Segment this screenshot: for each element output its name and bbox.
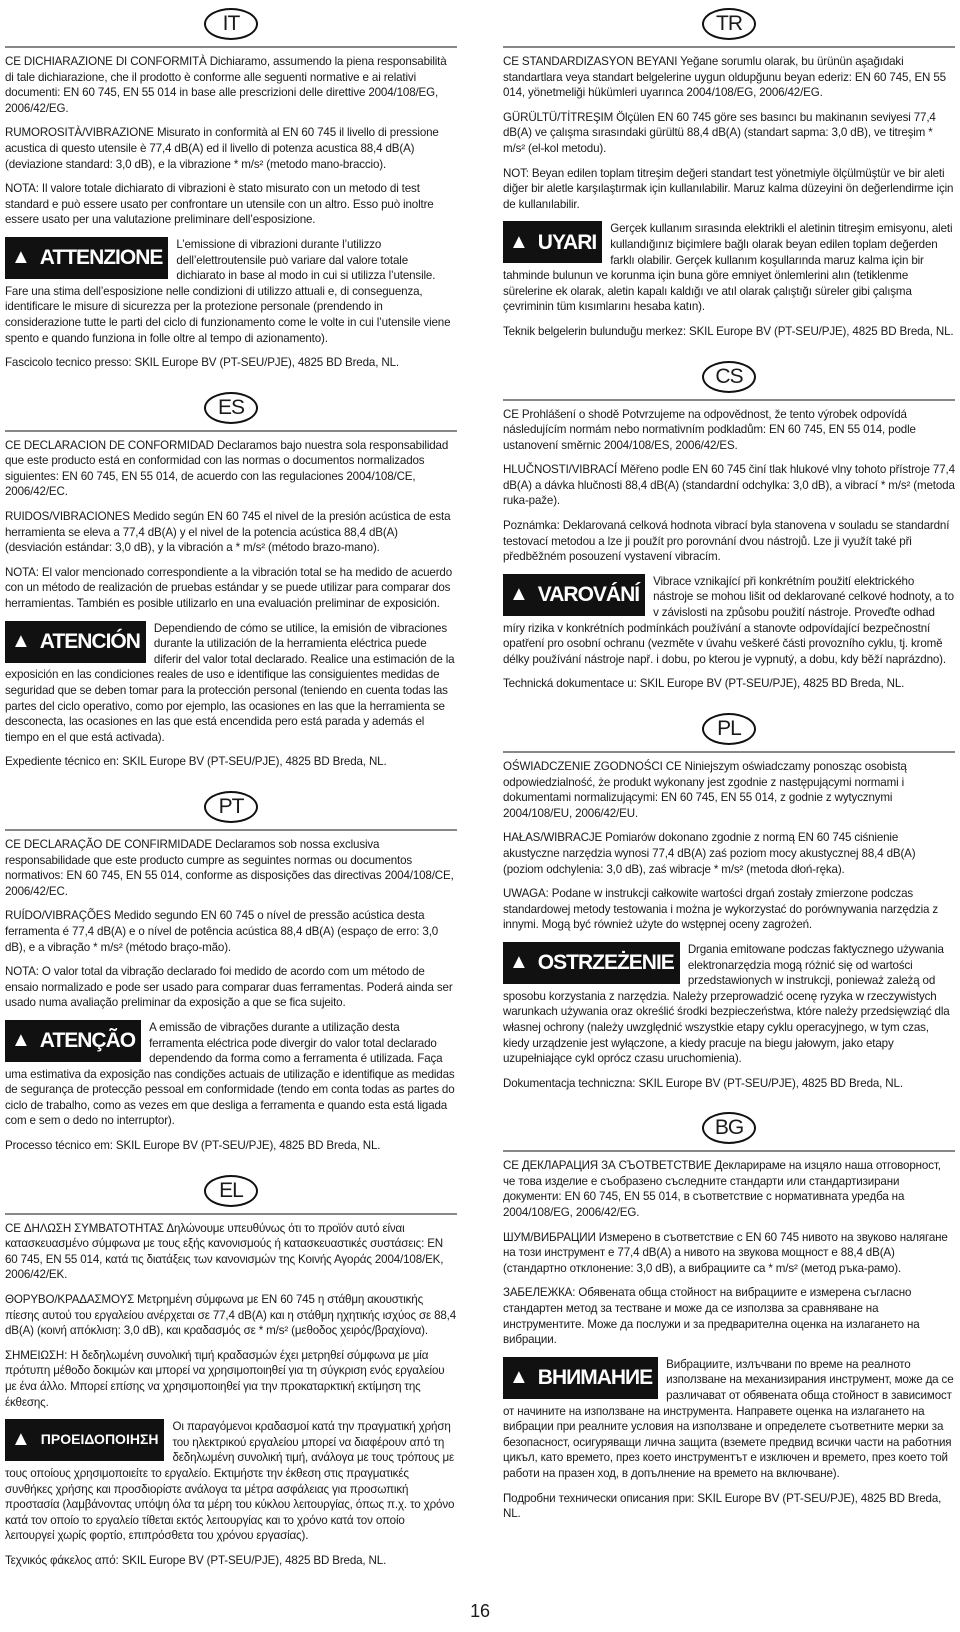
warning-label: VAROVÁNÍ: [537, 583, 640, 607]
warning-triangle-icon: ▲: [509, 1366, 528, 1389]
warning-box: [503, 942, 680, 984]
section-pt: [5, 791, 457, 1163]
noise-vibration-text: RUIDOS/VIBRACIONES Medido según EN 60 745 el nivel de la presión acústica de esta herramienta se eleva a 77,4 dB(A) y el nivel de la potencia acústica 88,4 dB(A) (desviación estándar: 3,0 dB), y la vibración a * m/s² (método brazo-mano).: [5, 510, 451, 555]
declaration-text: CE DICHIARAZIONE DI CONFORMITÀ Dichiaramo, assumendo la piena responsabilità di tale dichiarazione, che il prodotto è conforme alle seguenti normative e ai relativi documenti: EN 60 745, EN 55 014 in base alle prescrizioni delle direttive 2004/108/EG, 2006/42/EG.: [5, 55, 447, 115]
technical-file-text: Technická dokumentace u: SKIL Europe BV (PT-SEU/PJE), 4825 BD Breda, NL.: [503, 677, 905, 691]
warning-box: [5, 621, 146, 663]
warning-box: [503, 574, 645, 616]
section-es: [5, 392, 457, 779]
warning-box: [503, 1357, 658, 1399]
warning-text: Οι παραγόμενοι κραδασμοί κατά την πραγματική χρήση του ηλεκτρικού εργαλείου μπορεί να διαφέρουν από τη δεδηλωμένη συνολική τιμή, ανάλογα με τους τρόπους με τους οποίους χρησιμοποιείτε το εργαλείο. Εκτιμήστε την έκθεση στις πραγματικές συνθήκες χρήσης και προσδιορίστε ανάλογα τα μέτρα ασφάλειας για προσωπική προστασία (λαμβάνοντας υπόψη όλα τα μέρη του κύκλου λειτουργίας, όπως π.χ. το χρόνο κατά τον οποίο το εργαλείο τίθεται εκτός λειτουργίας και το χρόνο κατά τον οποίο λειτουργεί χωρίς φορτίο, επιπρόσθετα του χρόνου εργασίας).: [5, 1420, 455, 1543]
warning-text: A emissão de vibrações durante a utilização desta ferramenta eléctrica pode divergir do valor total declarado dependendo da forma como a ferramenta é utilizada. Faça uma estimativa da exposição nas condições actuais de utilização e identifique as medidas de segurança de protecção pessoal em conformidade (tendo em conta todas as partes do ciclo de trabalho, como as vezes em que desliga a ferramenta e quando esta está ligada com e sem o dedo no interruptor).: [5, 1020, 455, 1128]
divider: [503, 1150, 955, 1152]
note-text: NOTA: El valor mencionado correspondiente a la vibración total se ha medido de acuerdo con un método de realización de pruebas estándar y se puede utilizar para comparar dos herramientas. También es posible utilizarlo en una evaluación preliminar de exposición.: [5, 565, 453, 611]
warning-triangle-icon: ▲: [509, 951, 528, 974]
warning-box: [5, 1020, 141, 1062]
declaration-text: CE ΔΗΛΩΣΗ ΣΥΜΒΑΤΟΤΗΤΑΣ Δηλώνουμε υπευθύνως ότι το προϊόν αυτό είναι κατασκευασμένο σύμφωνα με τους εξής κανονισμούς ή κατασκευαστικές συστάσεις: EN 60 745, EN 55 014, κατά τις διατάξεις των κανονισμών της Κοινής Αγοράς 2004/108/EK, 2006/42/EK.: [5, 1221, 444, 1282]
divider: [5, 430, 457, 432]
note-text: Poznámka: Deklarovaná celková hodnota vibrací byla stanovena v souladu se standardní testovací metodou a lze ji použít pro porovnání dvou nástrojů. Lze ji využít také při předběžném posouzení vystavení vibracím.: [503, 519, 950, 564]
section-el: [5, 1175, 457, 1578]
section-tr: [503, 8, 955, 349]
section-it: [5, 8, 457, 380]
noise-vibration-text: GÜRÜLTÜ/TİTREŞIM Ölçülen EN 60 745 göre ses basıncı bu makinanın seviyesi 77,4 dB(A) ve çalışma sırasındaki gürültü 88,4 dB(A) (standart sapma: 3,0 dB), ve titreşim * m/s² (el-kol metodu).: [503, 110, 936, 155]
warning-box: [503, 221, 602, 263]
language-badge: PT: [204, 791, 258, 823]
note-text: NOTA: Il valore totale dichiarato di vibrazioni è stato misurato con un metodo di test standard e può essere usato per confrontare un utensile con un altro. Esso può inoltre essere usato per una valutazione preliminare dell’esposizione.: [5, 182, 434, 227]
note-text: ЗАБЕЛЕЖКА: Обявената обща стойност на вибрациите е измерена съгласно стандартен метод за тестване и може да се използва за сравняване на инструментите. Може да послужи и за предварителна оценка на излагането на вибрации.: [503, 1286, 920, 1347]
technical-file-text: Processo técnico em: SKIL Europe BV (PT-SEU/PJE), 4825 BD Breda, NL.: [5, 1139, 381, 1153]
warning-triangle-icon: ▲: [11, 629, 30, 652]
technical-file-text: Fascicolo tecnico presso: SKIL Europe BV (PT-SEU/PJE), 4825 BD Breda, NL.: [5, 356, 399, 370]
divider: [5, 829, 457, 831]
warning-text: L’emissione di vibrazioni durante l’utilizzo dell’elettroutensile può variare dal valore totale dichiarato in base al modo in cui si utilizza l’utensile. Fare una stima dell’esposizione nelle condizioni di utilizzo attuali e, di conseguenza, identificare le misure di sicurezza per la protezione personale (prendendo in considerazione tutte le parti del ciclo di funzionamento come le volte in cui l’utensile viene spento e quando funziona in folle oltre al tempo di azionamento).: [5, 237, 451, 345]
noise-vibration-text: ШУМ/ВИБРАЦИИ Измерено в съответствие с EN 60 745 нивото на звуково налягане на този инструмент е 77,4 dB(A) а нивото на звукова мощност е 88,4 dB(A) (стандартно отклонение: 3,0 dB), а вибрациите са * m/s² (метод ръка-рамо).: [503, 1230, 948, 1275]
declaration-text: CE Prohlášení o shodě Potvrzujeme na odpovědnost, že tento výrobek odpovídá následujícím normám nebo normativním podkladům: EN 60 745, EN 55 014, podle ustanovení směrnic 2004/108/ES, 2006/42/ES.: [503, 407, 916, 452]
warning-text: Gerçek kullanım sırasında elektrikli el aletinin titreşim emisyonu, aleti kullandığınız biçimlere bağlı olarak beyan edilen toplam değerden farklı olabilir. Gerçek kullanım koşullarında maruz kalma için bir tahminde bulunun ve korunma için buna göre emniyet önlemlerini alın (tetiklenme sürelerine ek olarak, aletin kapalı kaldığı ve atıl olarak çalıştığı süreler gibi çalışma çevriminin tüm kısımlarını hesaba katın).: [503, 222, 953, 314]
declaration-text: CE ДЕКЛАРАЦИЯ ЗА СЪОТВЕТСТВИЕ Декларираме на изцяло наша отговорност, че това изделие е съобразено съследните стандарти или стандартизирани документи: EN 60 745, EN 55 014, в съответствие с нормативната уредба на 2004/108/EG, 2006/42/EG.: [503, 1159, 941, 1220]
warning-box: [5, 1419, 164, 1461]
declaration-text: CE STANDARDIZASYON BEYANI Yeğane sorumlu olarak, bu ürünün aşağıdaki standartlara veya standart belgelerine uygun oldupğunu beyan ederiz: EN 60 745, EN 55 014, yönetmeliği hükümleri uyarınca 2004/108/EG, 2006/42/EG.: [503, 55, 946, 100]
page-number: 16: [470, 1600, 490, 1621]
language-badge: IT: [204, 8, 258, 40]
note-text: NOT: Beyan edilen toplam titreşim değeri standart test yönetmiyle ölçülmüştür ve bir aleti diğer bir aletle karşılaştırmak için kullanılabilir. Maruz kalma düzeyini ön değerlendirme için de kullanılabilir.: [503, 166, 954, 211]
note-text: NOTA: O valor total da vibração declarado foi medido de acordo com um método de ensaio normalizado e pode ser usado para comparar duas ferramentas. Poderá ainda ser usado numa avaliação preliminar da exposição a que se fica sujeito.: [5, 965, 453, 1010]
warning-label: ВНИМАНИЕ: [537, 1366, 653, 1390]
section-pl: [503, 713, 955, 1100]
note-text: ΣΗΜΕΙΩΣΗ: Η δεδηλωμένη συνολική τιμή κραδασμών έχει μετρηθεί σύμφωνα με μία πρότυπη μέθοδο δοκιμών και μπορεί να χρησιμοποιηθεί για τη σύγκριση ενός εργαλείου με ένα άλλο. Μπορεί επίσης να χρησιμοποιηθεί για την προκαταρκτική εκτίμηση της έκθεσης.: [5, 1348, 445, 1409]
note-text: UWAGA: Podane w instrukcji całkowite wartości drgań zostały zmierzone podczas standardowej metody testowania i można je wykorzystać do porównywania narzędzia z innymi. Mogą być również użyte do wstępnej oceny zagrożeń.: [503, 887, 939, 932]
technical-file-text: Подробни технически описания при: SKIL Europe BV (PT-SEU/PJE), 4825 BD Breda, NL.: [503, 1491, 942, 1521]
warning-label: ΠΡΟΕΙΔΟΠΟΙΗΣΗ: [40, 1431, 159, 1448]
warning-label: OSTRZEŻENIE: [537, 951, 674, 975]
warning-triangle-icon: ▲: [509, 230, 528, 253]
language-badge: PL: [702, 713, 756, 745]
noise-vibration-text: RUÍDO/VIBRAÇÕES Medido segundo EN 60 745 o nível de pressão acústica desta ferramenta é 77,4 dB(A) e o nível de potência acústica 88,4 dB(A) (espaço de erro: 3,0 dB), e a vibração * m/s² (método braço-mão).: [5, 909, 439, 954]
warning-label: ATTENZIONE: [39, 246, 163, 270]
section-bg: [503, 1112, 955, 1530]
language-badge: ES: [204, 392, 258, 424]
language-badge: EL: [204, 1175, 258, 1207]
warning-text: Drgania emitowane podczas faktycznego używania elektronarzędzia mogą różnić się od wartości przedstawionych w instrukcji, ponieważ zależą od sposobu korzystania z narzędzia. Należy przeprowadzić ocenę ryzyka w rzeczywistych warunkach używania oraz określić środki bezpieczeństwa, które należy przedsięwziąć dla własnej ochrony (należy uwzględnić wszystkie etapy cyklu operacyjnego, w tym czas, kiedy urządzenie jest wyłączone, a kiedy pracuje na biegu jałowym, jako etapy uzupełniające cykl oprócz czasu uruchomienia).: [503, 942, 950, 1066]
warning-label: UYARI: [537, 230, 597, 254]
warning-text: Vibrace vznikající při konkrétním použití elektrického nástroje se mohou lišit od deklarované celkové hodnoty, a to v závislosti na způsobu použití nástroje. Proveďte odhad míry rizika v konkrétních podmínkách používání a stanovte odpovídající bezpečnostní opatření pro osobní ochranu (vezměte v úvahu veškeré části provozního cyklu, tj. kromě délky používání nástroje např. i dobu, po kterou je vypnutý, a dobu, kdy běží naprázdno).: [503, 574, 954, 666]
technical-file-text: Expediente técnico en: SKIL Europe BV (PT-SEU/PJE), 4825 BD Breda, NL.: [5, 755, 387, 769]
warning-label: ATENCIÓN: [39, 629, 140, 653]
technical-file-text: Τεχνικός φάκελος από: SKIL Europe BV (PT-SEU/PJE), 4825 BD Breda, NL.: [5, 1553, 387, 1567]
warning-triangle-icon: ▲: [509, 583, 528, 606]
noise-vibration-text: HLUČNOSTI/VIBRACÍ Měřeno podle EN 60 745 činí tlak hlukové vlny tohoto přístroje 77,4 dB(A) a dávka hlučnosti 88,4 dB(A) (standardní odchylka: 3,0 dB), a vibrací * m/s² (metoda ruka-paže).: [503, 463, 955, 508]
noise-vibration-text: ΘΟΡΥΒΟ/ΚΡΑΔΑΣΜΟΥΣ Μετρημένη σύμφωνα με EN 60 745 η στάθμη ακουστικής πίεσης αυτού του εργαλείου ανέρχεται σε 77,4 dB(A) και η στάθμη ηχητικής ισχύος σε 88,4 dB(A) (κοινή απόκλιση: 3,0 dB), και κραδασμός σε * m/s² (μεθοδος χειρός/βραχίονα).: [5, 1293, 457, 1338]
declaration-text: OŚWIADCZENIE ZGODNOŚCI CE Niniejszym oświadczamy ponosząc osobistą odpowiedzialność, że produkt wykonany jest zgodnie z następującymi normami i dokumentami normalizującymi: EN 60 745, EN 55 014, z godnie z wytycznymi 2004/108/EU, 2006/42/EU.: [503, 760, 907, 820]
declaration-text: CE DECLARACION DE CONFORMIDAD Declaramos bajo nuestra sola responsabilidad que este producto está en conformidad con las normas o documentos normalizados siguientes: EN 60 745, EN 55 014, de acuerdo con las regulaciones 2004/108/CE, 2006/42/EC.: [5, 438, 449, 499]
warning-box: [5, 237, 168, 279]
language-badge: CS: [702, 361, 756, 393]
columns: [0, 8, 960, 1590]
divider: [503, 399, 955, 401]
divider: [503, 46, 955, 48]
warning-text: Dependiendo de cómo se utilice, la emisión de vibraciones durante la utilización de la herramienta eléctrica puede diferir del valor total declarado. Realice una estimación de la exposición en las condiciones reales de uso e identifique las consiguientes medidas de seguridad que se deben tomar para la protección personal (teniendo en cuenta todas las partes del ciclo operativo, como por ejemplo, las ocasiones en las que la herramienta se desconecta, las ocasiones en las que está encendida pero está parada y además el tiempo en el que está activada).: [5, 621, 455, 744]
noise-vibration-text: RUMOROSITÀ/VIBRAZIONE Misurato in conformità al EN 60 745 il livello di pressione acustica di questo utensile è 77,4 dB(A) ed il livello di potenza acustica 88,4 dB(A) (deviazione standard: 3,0 dB), e la vibrazione * m/s² (metodo mano-braccio).: [5, 126, 439, 171]
divider: [5, 1213, 457, 1215]
right-column: [503, 8, 955, 1590]
warning-label: ATENÇÃO: [39, 1029, 136, 1053]
warning-triangle-icon: ▲: [11, 246, 30, 269]
divider: [503, 751, 955, 753]
language-badge: TR: [702, 8, 756, 40]
warning-text: Вибрациите, излъчвани по време на реалното използване на механизирания инструмент, може да се различават от обявената обща стойност в зависимост от начините на използване на инструмента. Направете оценка на излагането на вибрации при реалните условия на използване и определете съответните мерки за безопасност, осигуряващи лична защита (вземете предвид всички части на работния цикъл, като времето, през което инструментът е изключен и времето, през което той работи на празен ход, в допълнение на времето на включване).: [503, 1357, 954, 1480]
noise-vibration-text: HAŁAS/WIBRACJE Pomiarów dokonano zgodnie z normą EN 60 745 ciśnienie akustyczne narzędzia wynosi 77,4 dB(A) zaś poziom mocy akustycznej 88,4 dB(A) (pozіom odchylenia: 3,0 dB), zaś wibracje * m/s² (metoda dłoń-ręka).: [503, 831, 916, 876]
warning-triangle-icon: ▲: [11, 1029, 30, 1052]
section-cs: [503, 361, 955, 702]
language-badge: BG: [702, 1112, 756, 1144]
technical-file-text: Teknik belgelerin bulunduğu merkez: SKIL Europe BV (PT-SEU/PJE), 4825 BD Breda, NL.: [503, 324, 954, 338]
warning-triangle-icon: ▲: [11, 1428, 31, 1451]
divider: [5, 46, 457, 48]
left-column: [5, 8, 457, 1590]
technical-file-text: Dokumentacja techniczna: SKIL Europe BV (PT-SEU/PJE), 4825 BD Breda, NL.: [503, 1076, 903, 1090]
declaration-text: CE DECLARAÇÃO DE CONFIRMIDADE Declaramos sob nossa exclusiva responsabilidade que este producto cumpre as seguintes normas ou documentos normativos: EN 60 745, EN 55 014, conforme as disposições das directivas 2004/108/CE, 2006/42/EC.: [5, 837, 454, 898]
